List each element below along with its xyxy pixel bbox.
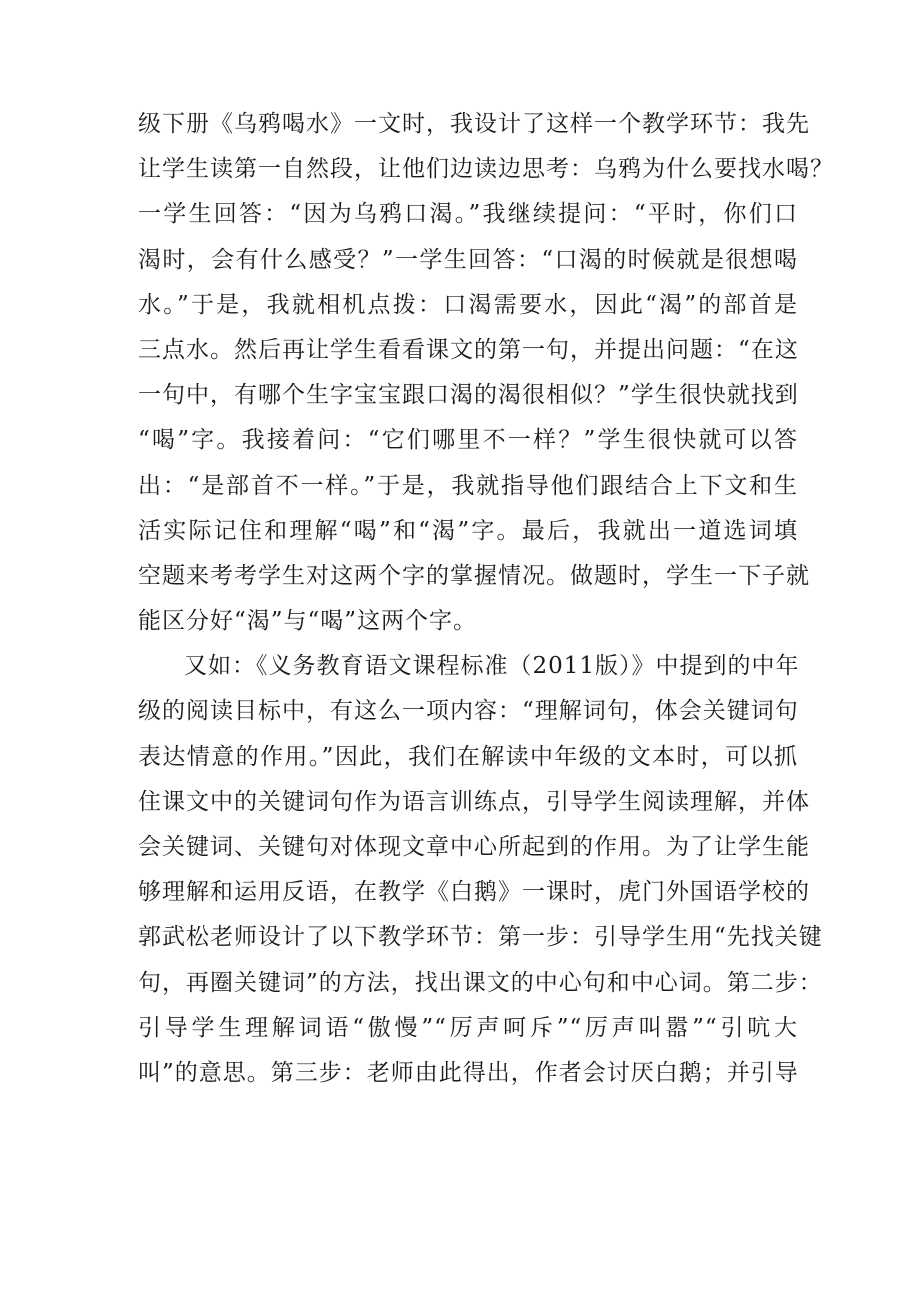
paragraph-line: 渴时，会有什么感受？”一学生回答：“口渴的时候就是很想喝	[138, 246, 798, 273]
paragraph-line: 郭武松老师设计了以下教学环节：第一步：引导学生用“先找关键	[138, 924, 823, 951]
paragraph-line: 一学生回答：“因为乌鸦口渴。”我继续提问：“平时，你们口	[138, 201, 798, 228]
paragraph-line: 水。”于是，我就相机点拨：口渴需要水，因此“渴”的部首是	[138, 291, 798, 318]
paragraph-line: 空题来考考学生对这两个字的掌握情况。做题时，学生一下子就	[138, 562, 810, 589]
paragraph-2	[138, 644, 823, 1096]
paragraph-line: 活实际记住和理解“喝”和“渴”字。最后，我就出一道选词填	[138, 517, 798, 544]
paragraph-line: 又如：《义务教育语文课程标准（2011版）》中提到的中年	[184, 653, 800, 680]
paragraph-1	[138, 102, 834, 644]
paragraph-line: 叫”的意思。第三步：老师由此得出，作者会讨厌白鹅；并引导	[138, 1059, 799, 1086]
paragraph-line: 引导学生理解词语“傲慢”“厉声呵斥”“厉声叫嚣”“引吭大	[138, 1014, 798, 1041]
paragraph-line: 表达情意的作用。”因此，我们在解读中年级的文本时，可以抓	[138, 743, 798, 770]
paragraph-line: “喝”字。我接着问：“它们哪里不一样？”学生很快就可以答	[138, 427, 798, 454]
document-body	[138, 102, 834, 1096]
paragraph-line: 出：“是部首不一样。”于是，我就指导他们跟结合上下文和生	[138, 472, 798, 499]
paragraph-line: 住课文中的关键词句作为语言训练点，引导学生阅读理解，并体	[138, 788, 810, 815]
paragraph-line: 三点水。然后再让学生看看课文的第一句，并提出问题：“在这	[138, 336, 799, 363]
paragraph-line: 一句中，有哪个生字宝宝跟口渴的渴很相似？”学生很快就找到	[138, 382, 799, 409]
paragraph-line: 级下册《乌鸦喝水》一文时，我设计了这样一个教学环节：我先	[138, 111, 810, 137]
paragraph-line: 能区分好“渴”与“喝”这两个字。	[138, 608, 478, 635]
paragraph-line: 让学生读第一自然段，让他们边读边思考：乌鸦为什么要找水喝？	[138, 156, 834, 183]
paragraph-line: 够理解和运用反语，在教学《白鹅》一课时，虎门外国语学校的	[138, 879, 810, 906]
paragraph-line: 会关键词、关键句对体现文章中心所起到的作用。为了让学生能	[138, 834, 810, 860]
paragraph-line: 句，再圈关键词”的方法，找出课文的中心句和中心词。第二步：	[138, 969, 823, 996]
paragraph-line: 级的阅读目标中，有这么一项内容：“理解词句，体会关键词句	[138, 698, 799, 725]
